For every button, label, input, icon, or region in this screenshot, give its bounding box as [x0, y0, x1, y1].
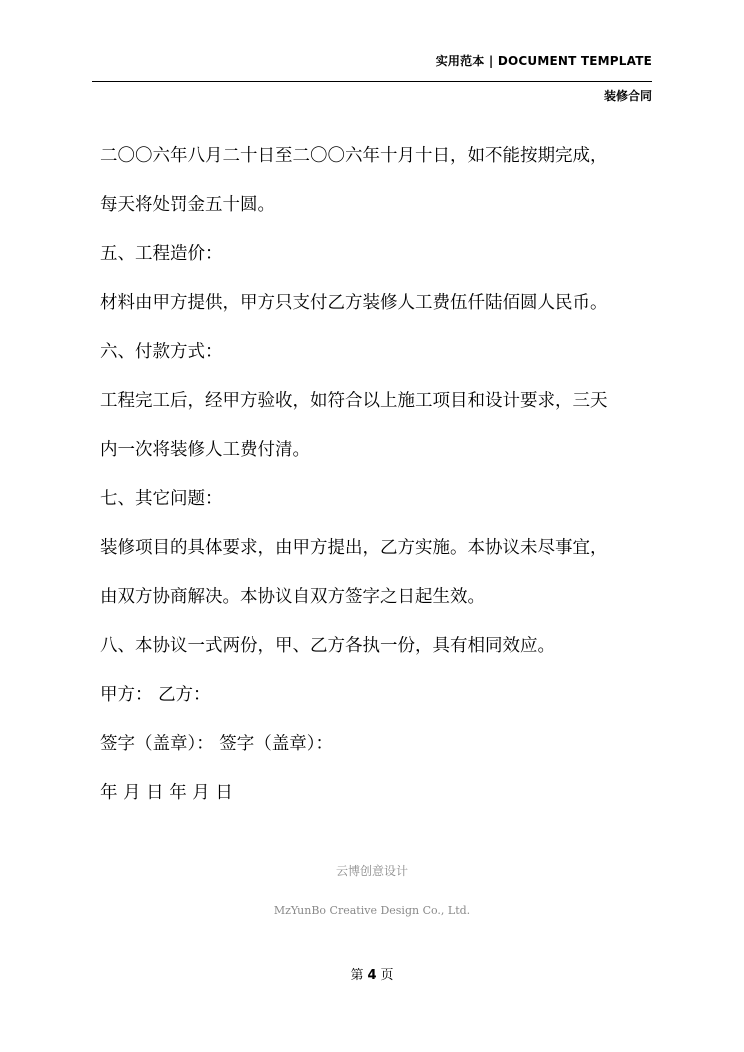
contract-body	[100, 140, 660, 826]
page-prefix: 第	[350, 968, 364, 983]
section-heading: 七、其它问题：	[100, 489, 223, 509]
body-line: 材料由甲方提供，甲方只支付乙方装修人工费伍仟陆佰圆人民币。	[100, 293, 608, 313]
body-line: 由双方协商解决。本协议自双方签字之日起生效。	[100, 587, 485, 607]
header-subtitle: 装修合同	[603, 89, 652, 103]
section-heading: 六、付款方式：	[100, 342, 223, 362]
page-suffix: 页	[380, 968, 394, 983]
body-line: 工程完工后，经甲方验收，如符合以上施工项目和设计要求，三天	[100, 391, 608, 411]
page-number	[0, 964, 744, 983]
signature-labels: 签字（盖章）： 签字（盖章）：	[100, 734, 334, 754]
body-line: 二〇〇六年八月二十日至二〇〇六年十月十日，如不能按期完成，	[100, 146, 608, 166]
body-line: 八、本协议一式两份，甲、乙方各执一份，具有相同效应。	[100, 636, 555, 656]
page-number-value: 4	[367, 968, 377, 983]
header-title: 实用范本 | DOCUMENT TEMPLATE	[435, 54, 652, 68]
section-heading: 五、工程造价：	[100, 244, 223, 264]
header-divider	[92, 81, 652, 82]
body-line: 装修项目的具体要求，由甲方提出，乙方实施。本协议未尽事宜，	[100, 538, 608, 558]
party-labels: 甲方： 乙方：	[100, 685, 211, 705]
footer-company-cn: 云博创意设计	[335, 864, 408, 878]
body-line: 内一次将装修人工费付清。	[100, 440, 310, 460]
body-line: 每天将处罚金五十圆。	[100, 195, 275, 215]
footer-company-en: MzYunBo Creative Design Co., Ltd.	[273, 904, 471, 917]
date-labels: 年 月 日 年 月 日	[100, 783, 233, 803]
